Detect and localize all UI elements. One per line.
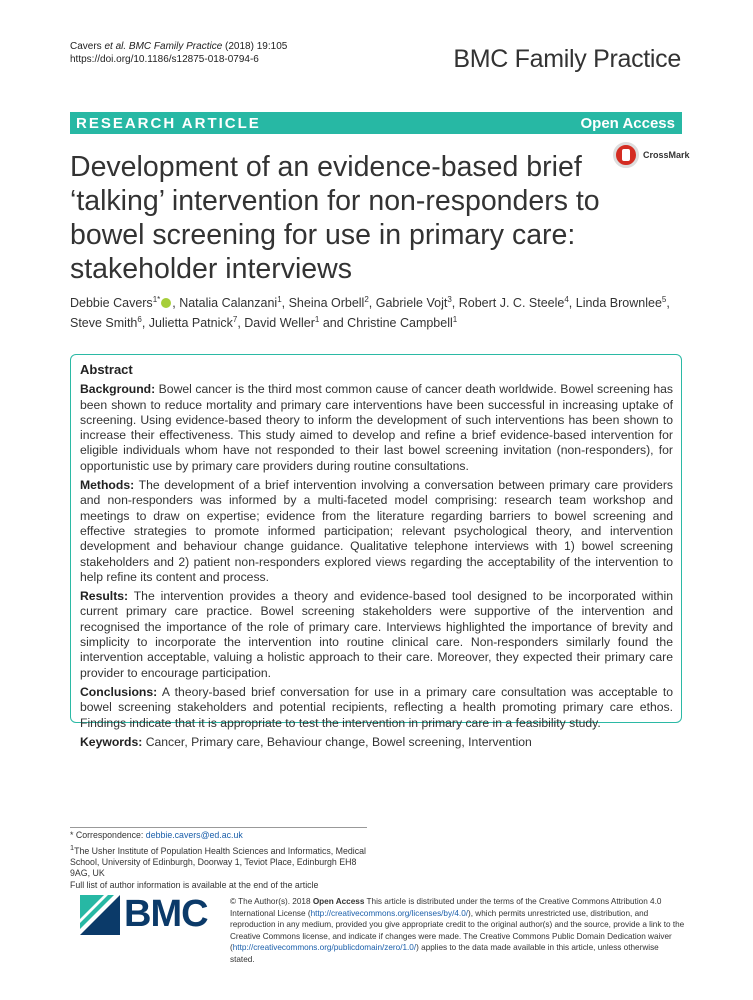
- conclusions-label: Conclusions:: [80, 684, 158, 699]
- author-affiliation-number: 6: [137, 314, 142, 324]
- author-name: Steve Smith: [70, 316, 138, 330]
- author-separator: ,: [281, 296, 289, 310]
- author[interactable]: [70, 296, 172, 310]
- citation-line: [70, 40, 287, 53]
- author-affiliation-number: 2: [364, 294, 369, 304]
- cc-by-license-link[interactable]: http://creativecommons.org/licenses/by/4.0/: [310, 908, 469, 918]
- citation-header: [70, 40, 287, 66]
- results-label: Results:: [80, 589, 129, 604]
- correspondence: [70, 830, 370, 842]
- author[interactable]: [347, 316, 457, 330]
- cite-journal: BMC Family Practice: [126, 41, 223, 52]
- cite-authors: Cavers: [70, 41, 105, 52]
- conclusions-text: A theory-based brief conversation for use in a primary care consultation was acceptable to bowel screening stakeholders and potential recipients, reflecting a health promoting primary care ethos. Findings indicate that it is appropriate to test the intervention in primary care in a feasibility study.: [80, 684, 673, 730]
- license-text-3: ) applies to the data made available in this article, unless otherwise stated.: [230, 943, 659, 964]
- correspondence-email-link[interactable]: debbie.cavers@ed.ac.uk: [145, 830, 243, 840]
- author-affiliation-number: 3: [447, 294, 452, 304]
- bmc-logo-text: BMC: [124, 893, 208, 935]
- author-separator: ,: [172, 296, 180, 310]
- author-affiliation-number: 1*: [152, 294, 161, 304]
- keywords-label: Keywords:: [80, 734, 143, 749]
- license-text-2: ), which permits unrestricted use, distribution, and reproduction in any medium, provided you give appropriate credit to the original author(s) and the source, provide a link to the Creative Commons license, and indicate if changes were made. The Creative Commons Public Domain Dedication waiver (: [230, 908, 685, 952]
- crossmark-label: CrossMark: [643, 150, 690, 160]
- author-separator: ,: [141, 316, 149, 330]
- background-label: Background:: [80, 382, 156, 397]
- background-text: Bowel cancer is the third most common cause of cancer death worldwide. Bowel screening has been shown to reduce mortality and primary care interventions have been successful in increasing uptake of screening. Using evidence-based theory to inform the development of such interventions has been shown to increase their effectiveness. This study aimed to develop and refine a brief evidence-based intervention for eligible individuals whom have not responded to their last bowel screening invitation (non-responders), for opportunistic use by primary care providers during routine consultations.: [80, 382, 673, 473]
- copyright-text: © The Author(s). 2018: [230, 897, 313, 906]
- author-list: [70, 293, 682, 333]
- author-affiliation-number: 4: [564, 294, 569, 304]
- author[interactable]: [289, 296, 369, 310]
- affiliation-number: 1: [70, 842, 75, 852]
- author-separator: ,: [568, 296, 576, 310]
- author-affiliation-number: 5: [661, 294, 667, 304]
- doi-link[interactable]: https://doi.org/10.1186/s12875-018-0794-6: [70, 54, 259, 65]
- author-name: Sheina Orbell: [288, 296, 365, 310]
- author-affiliation-number: 1: [452, 314, 458, 324]
- author-info-note: Full list of author information is available at the end of the article: [70, 879, 319, 890]
- crossmark-button[interactable]: [613, 142, 693, 170]
- author-separator: ,: [237, 316, 245, 330]
- author-affiliation-number: 1: [277, 294, 282, 304]
- methods-text: The development of a brief intervention involving a conversation between primary care providers and non-responders was informed by a multi-faceted model comprising: research team workshop and meetings to draw on expertise; evidence from the literature regarding barriers to bowel screening and effective strategies to promote informed participation; relevant psychological theory, and intervention development and behaviour change guidance. Qualitative telephone interviews with 1) bowel screening stakeholders and 2) patient non-responders explored views regarding the acceptability of the intervention to help refine its content and process.: [80, 478, 673, 584]
- article-title: Development of an evidence-based brief ‘talking’ intervention for non-responders to bowel screening for use in primary care: stakeholder interviews: [70, 151, 600, 285]
- author-name: Debbie Cavers: [70, 296, 153, 310]
- abstract-background: [80, 382, 673, 474]
- author-affiliation-number: 1: [314, 314, 320, 324]
- author[interactable]: [149, 316, 238, 330]
- affiliation-text: The Usher Institute of Population Health Sciences and Informatics, Medical School, University of Edinburgh, Doorway 1, Teviot Place, Edinburgh EH8 9AG, UK: [70, 845, 366, 879]
- abstract-results: [80, 589, 673, 681]
- author[interactable]: [70, 316, 142, 330]
- article-type: RESEARCH ARTICLE: [76, 115, 261, 132]
- author-name: Julietta Patnick: [148, 316, 233, 330]
- abstract-box: [70, 354, 682, 749]
- author-separator: and: [319, 316, 348, 330]
- author[interactable]: [179, 296, 281, 310]
- results-text: The intervention provides a theory and evidence-based tool designed to be incorporated within current primary care practice. Bowel screening stakeholders were supportive of the intervention and recognised the importance of the role of primary care. Interviews highlighted the importance of brevity and simplicity to incorporate the intervention into routine clinical care. Non-responders similarly found the intervention acceptable, valuing a holistic approach to their care. Moreover, they expected their primary care provider to encourage participation.: [80, 589, 673, 680]
- author[interactable]: [575, 294, 670, 310]
- abstract-methods: [80, 478, 673, 585]
- crossmark-icon: [613, 142, 639, 168]
- license-text-1: This article is distributed under the terms of the Creative Commons Attribution 4.0 International License (: [230, 897, 662, 918]
- author[interactable]: [459, 296, 569, 310]
- orcid-icon[interactable]: [161, 298, 171, 308]
- author[interactable]: [376, 296, 452, 310]
- author-name: David Weller: [244, 316, 315, 330]
- bmc-logo-icon: [80, 895, 120, 935]
- abstract-keywords: [80, 735, 673, 750]
- abstract-conclusions: [80, 685, 673, 731]
- author-name: Linda Brownlee: [575, 296, 662, 310]
- author-name: Gabriele Vojt: [375, 296, 448, 310]
- cite-etal: et al.: [104, 41, 127, 52]
- author[interactable]: [244, 316, 319, 330]
- author-separator: ,: [368, 296, 376, 310]
- cite-volume: (2018) 19:105: [222, 41, 288, 52]
- footnote-divider: [70, 827, 367, 828]
- author-separator: ,: [666, 296, 670, 310]
- license-statement: [230, 896, 685, 965]
- affiliation: [70, 842, 370, 880]
- author-name: Christine Campbell: [347, 316, 453, 330]
- bmc-logo: [80, 895, 210, 935]
- article-type-banner: [70, 112, 682, 134]
- keywords-text: Cancer, Primary care, Behaviour change, Bowel screening, Intervention: [142, 734, 532, 749]
- author-name: Natalia Calanzani: [179, 296, 278, 310]
- author-separator: ,: [451, 296, 459, 310]
- footnotes: [70, 830, 370, 891]
- journal-name: BMC Family Practice: [453, 45, 681, 73]
- abstract-heading: Abstract: [80, 362, 133, 377]
- cc-zero-waiver-link[interactable]: http://creativecommons.org/publicdomain/zero/1.0/: [232, 943, 417, 952]
- methods-label: Methods:: [80, 478, 135, 493]
- open-access-label: Open Access: [580, 115, 675, 132]
- license-open-access: Open Access: [312, 897, 365, 906]
- author-name: Robert J. C. Steele: [458, 296, 565, 310]
- author-affiliation-number: 7: [232, 314, 238, 324]
- correspondence-label: * Correspondence:: [70, 830, 146, 840]
